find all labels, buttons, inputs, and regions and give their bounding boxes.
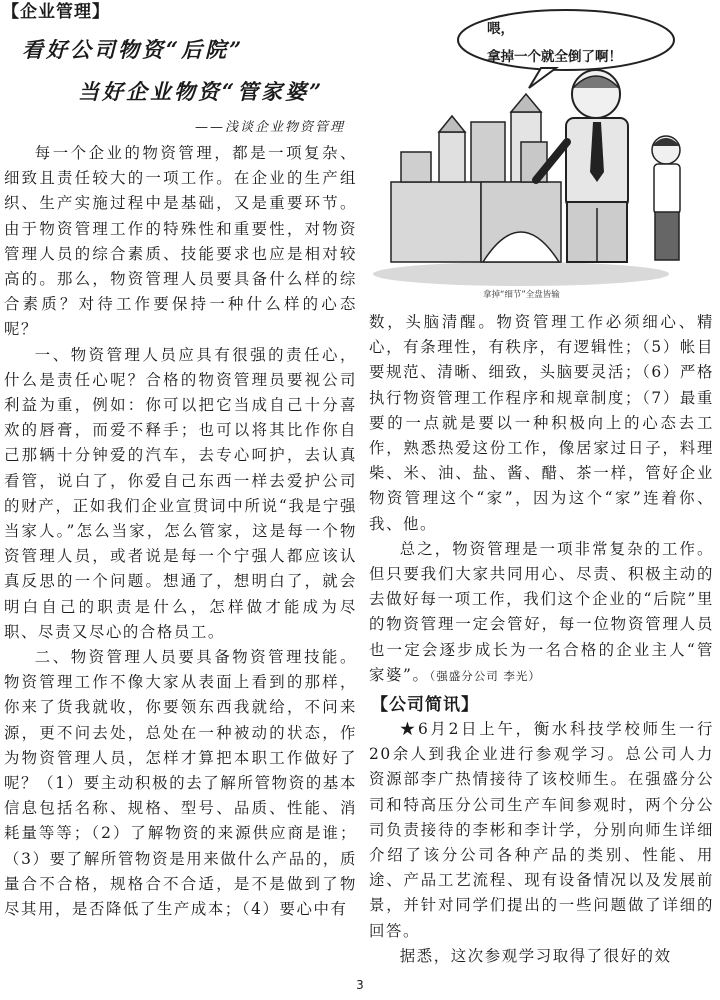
- paragraph-skills: 二、物资管理人员要具备物资管理技能。物资管理工作不像大家从表面上看到的那样，你来了货我就收，你要领东西我就给，不问来源，更不问去处，总处在一种被动的状态，作为物资管理人员，怎样才算把本职工作做好了呢？（1）要主动积极的去了解所管物资的基本信息包括名称、规格、型号、品质、性能、消耗量等等；（2）了解物资的来源供应商是谁；（3）要了解所管物资是用来做什么产品的，质量合不合格，规格合不合适，是不是做到了物尽其用，是否降低了生产成本；（4）要心中有: [4, 648, 357, 919]
- section-tag-management: 【企业管理】: [2, 2, 110, 22]
- headline-line1: 看好公司物资“后院”: [22, 37, 245, 62]
- author-signature: （强盛分公司 李光）: [429, 668, 541, 683]
- paragraph-intro: 每一个企业的物资管理，都是一项复杂、细致且责任较大的一项工作。在企业的生产组织、生产实施过程中是基础，又是重要环节。由于物资管理工作的特殊性和重要性，对物资管理人员的综合素质、技能要求也应是相对较高的。那么，物资管理人员要具备什么样的综合素质？对待工作要保持一种什么样的心态呢？: [4, 144, 357, 339]
- cartoon-illustration: [371, 2, 711, 304]
- paragraph-summary: [369, 537, 714, 689]
- paragraph-news-result: 据悉，这次参观学习取得了很好的效: [399, 946, 672, 965]
- paragraph-continued: 数，头脑清醒。物资管理工作必须细心、精心，有条理性，有秩序，有逻辑性；（5）帐目要规范、清晰、细致，头脑要灵活；（6）严格执行物资管理工作程序和规章制度；（7）最重要的一点就是要以一种积极向上的心态去工作，熟悉热爱这份工作，像居家过日子，料理柴、米、油、盐、酱、醋、茶一样，管好企业物资管理这个“家”，因为这个“家”连着你、我、他。: [369, 313, 714, 533]
- headline-line2: 当好企业物资“管家婆”: [78, 79, 325, 104]
- right-column: [369, 0, 714, 969]
- figure-caption: 拿掉“细节”全盘皆输: [483, 290, 560, 300]
- section-tag-news: 【公司简讯】: [371, 695, 479, 716]
- left-column: [0, 0, 357, 922]
- paragraph-news-visit: ★6月2日上午，衡水科技学校师生一行20余人到我企业进行参观学习。总公司人力资源部李广热情接待了该校师生。在强盛分公司和特高压分公司生产车间参观时，两个分公司负责接待的李彬和李计学，分别向师生详细介绍了该分公司各种产品的类别、性能、用途、产品工艺流程、现有设备情况以及发展前景，并针对同学们提出的一些问题做了详细的回答。: [369, 720, 714, 940]
- summary-text: 总之，物资管理是一项非常复杂的工作。但只要我们大家共同用心、尽责、积极主动的去做好每一项工作，我们这个企业的“后院”里的物资管理一定会管好，每一位物资管理人员也一定会逐步成长为一名合格的企业主人“管家婆”。: [369, 539, 714, 684]
- article-subtitle: ——浅谈企业物资管理: [194, 120, 345, 135]
- page-number: 3: [356, 978, 364, 992]
- speech-bubble-line1: 喂，: [487, 21, 514, 37]
- article-body-left: [0, 141, 357, 922]
- paragraph-responsibility: 一、物资管理人员应具有很强的责任心，什么是责任心呢？合格的物资管理员要视公司利益为重，例如：你可以把它当成自己十分喜欢的唇膏，而爱不释手；也可以将其比作你自己那辆十分钟爱的汽车，去专心呵护，去认真看管，说白了，你爱自己东西一样去爱护公司的财产，正如我们企业宣贯词中所说“我是宁强当家人。”怎么当家，怎么管家，这是每一个物资管理人员，或者说是每一个宁强人都应该认真反思的一个问题。想通了，想明白了，就会明白自己的职责是什么，怎样做才能成为尽职、尽责又尽心的合格员工。: [4, 345, 357, 641]
- speech-bubble-line2: 拿掉一个就全倒了啊！: [487, 49, 622, 65]
